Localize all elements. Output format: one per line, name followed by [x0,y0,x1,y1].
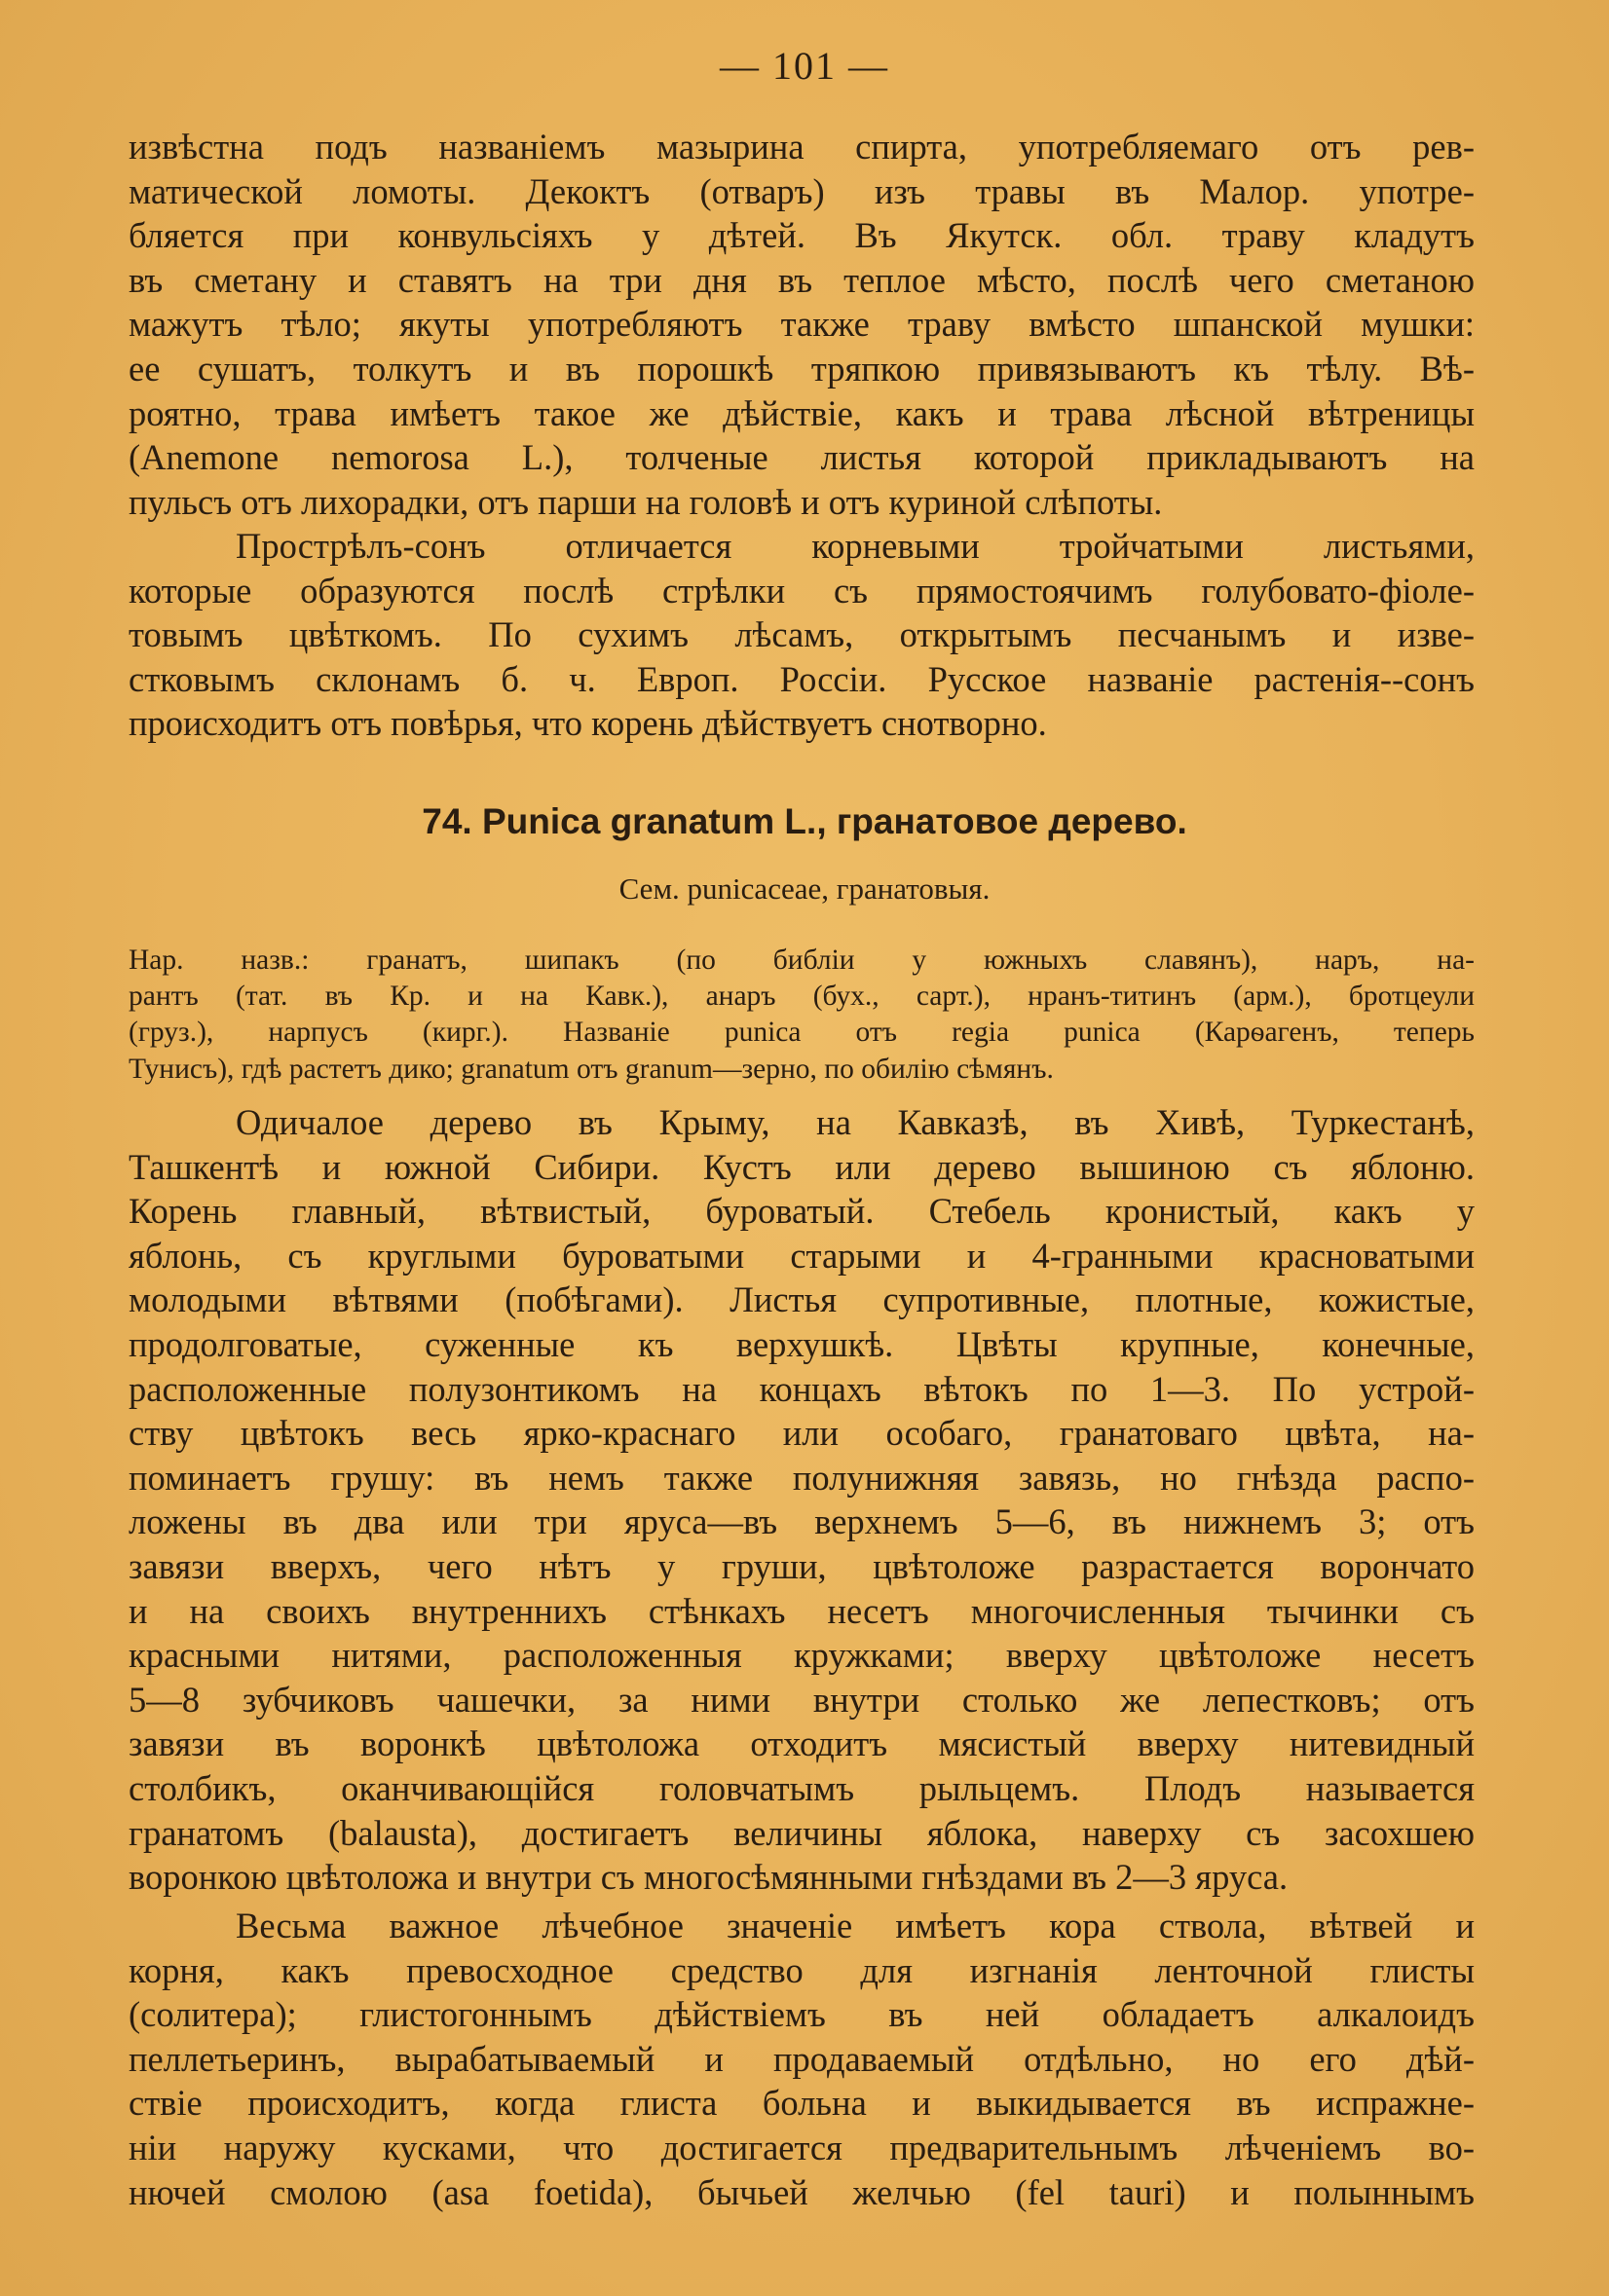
text-line: стковымъ склонамъ б. ч. Европ. Россіи. Русское названіе растенія--сонъ [129,658,1475,699]
text-line: происходитъ отъ повѣрья, что корень дѣйствуетъ снотворно. [129,703,1047,744]
text-line: красными нитями, расположенныя кружками; вверху цвѣтоложе несетъ [129,1635,1475,1676]
text-line: завязи въ воронкѣ цвѣтоложа отходитъ мясистый вверху нитевидный [129,1723,1475,1764]
text-line: ее сушатъ, толкутъ и въ порошкѣ тряпкою привязываютъ къ тѣлу. Вѣ- [129,348,1475,389]
text-line: въ сметану и ставятъ на три дня въ теплое мѣсто, послѣ чего сметаною [129,259,1475,300]
text-line: пульсъ отъ лихорадки, отъ парши на головѣ и отъ куриной слѣпоты. [129,481,1163,522]
paragraph-anemone-end [129,125,1475,524]
text-line: молодыми вѣтвями (побѣгами). Листья супротивные, плотные, кожистые, [129,1279,1475,1320]
text-line: которые образуются послѣ стрѣлки съ прямостоячимъ голубовато-фіоле- [129,570,1475,611]
text-line: корня, какъ превосходное средство для изгнанія ленточной глисты [129,1949,1475,1990]
text-line: Прострѣлъ-сонъ отличается корневыми тройчатыми листьями, [236,526,1475,566]
text-line: Корень главный, вѣтвистый, буроватый. Стебель кронистый, какъ у [129,1191,1475,1232]
text-line: яблонь, съ круглыми буроватыми старыми и 4-гранными красноватыми [129,1235,1475,1276]
text-line: пеллетьеринъ, вырабатываемый и продаваемый отдѣльно, но его дѣй- [129,2038,1475,2079]
text-line: (Anemone nemorosa L.), толченые листья которой прикладываютъ на [129,437,1475,478]
text-line: бляется при конвульсіяхъ у дѣтей. Въ Якутск. обл. траву кладутъ [129,215,1475,256]
text-line: Весьма важное лѣчебное значеніе имѣетъ кора ствола, вѣтвей и [236,1906,1475,1945]
text-line: воронкою цвѣтоложа и внутри съ многосѣмянными гнѣздами въ 2—3 яруса. [129,1857,1289,1898]
text-line: Ташкентѣ и южной Сибири. Кустъ или дерево вышиною съ яблоню. [129,1146,1475,1187]
text-line: ніи наружу кусками, что достигается предварительнымъ лѣченіемъ во- [129,2127,1475,2167]
text-line: Тунисъ), гдѣ растетъ дико; granatum отъ granum—зерно, по обилію сѣмянъ. [129,1053,1054,1085]
text-line: нючей смолою (asa foetida), бычьей желчью (fel tauri) и полыннымъ [129,2171,1475,2212]
text-line: Нар. назв.: гранатъ, шипакъ (по библіи у южныхъ славянъ), наръ, на- [129,944,1475,976]
text-line: (груз.), нарпусъ (кирг.). Названіе punica отъ regia punica (Карѳагенъ, теперь [129,1017,1475,1049]
paragraph-medical [129,1904,1475,2214]
section-heading: 74. Punica granatum L., гранатовое дерево. [422,801,1187,841]
text-line: ложены въ два или три яруса—въ верхнемъ 5—6, въ нижнемъ 3; отъ [129,1501,1475,1542]
text-line: гранатомъ (balausta), достигаетъ величины яблока, наверху съ засохшею [129,1812,1475,1853]
text-line: ству цвѣтокъ весь ярко-краснаго или особаго, гранатоваго цвѣта, на- [129,1413,1475,1454]
paragraph-description [129,1100,1475,1900]
text-line: продолговатые, суженные къ верхушкѣ. Цвѣты крупные, конечные, [129,1323,1475,1364]
text-line: столбикъ, оканчивающійся головчатымъ рыльцемъ. Плодъ называется [129,1767,1475,1808]
page-number: — 101 — [720,44,889,88]
text-line: матической ломоты. Декоктъ (отваръ) изъ травы въ Малор. употре- [129,170,1475,211]
text-line: Одичалое дерево въ Крыму, на Кавказѣ, въ Хивѣ, Туркестанѣ, [236,1102,1475,1142]
text-line: мажутъ тѣло; якуты употребляютъ также траву вмѣсто шпанской мушки: [129,304,1475,345]
text-line: и на своихъ внутреннихъ стѣнкахъ несетъ многочисленныя тычинки съ [129,1590,1475,1631]
text-line: товымъ цвѣткомъ. По сухимъ лѣсамъ, открытымъ песчанымъ и изве- [129,614,1475,655]
text-line: завязи вверхъ, чего нѣтъ у груши, цвѣтоложе разрастается ворончато [129,1545,1475,1586]
text-line: поминаетъ грушу: въ немъ также полунижняя завязь, но гнѣзда распо- [129,1457,1475,1498]
paragraph-prostrel [129,524,1475,746]
text-line: роятно, трава имѣетъ такое же дѣйствіе, какъ и трава лѣсной вѣтреницы [129,392,1475,433]
text-line: (солитера); глистогоннымъ дѣйствіемъ въ ней обладаетъ алкалоидъ [129,1994,1475,2035]
text-line: извѣстна подъ названіемъ мазырина спирта, употребляемаго отъ рев- [129,127,1475,167]
folk-names [129,943,1475,1088]
text-line: рантъ (тат. въ Кр. и на Кавк.), анаръ (бух., сарт.), нранъ-титинъ (арм.), бротцеули [129,981,1475,1013]
text-line: ствіе происходитъ, когда глиста больна и выкидывается въ испражне- [129,2083,1475,2124]
family-line: Сем. punicaceae, гранатовыя. [618,871,991,906]
text-line: расположенные полузонтикомъ на концахъ вѣтокъ по 1—3. По устрой- [129,1368,1475,1409]
text-line: 5—8 зубчиковъ чашечки, за ними внутри столько же лепестковъ; отъ [129,1679,1475,1720]
